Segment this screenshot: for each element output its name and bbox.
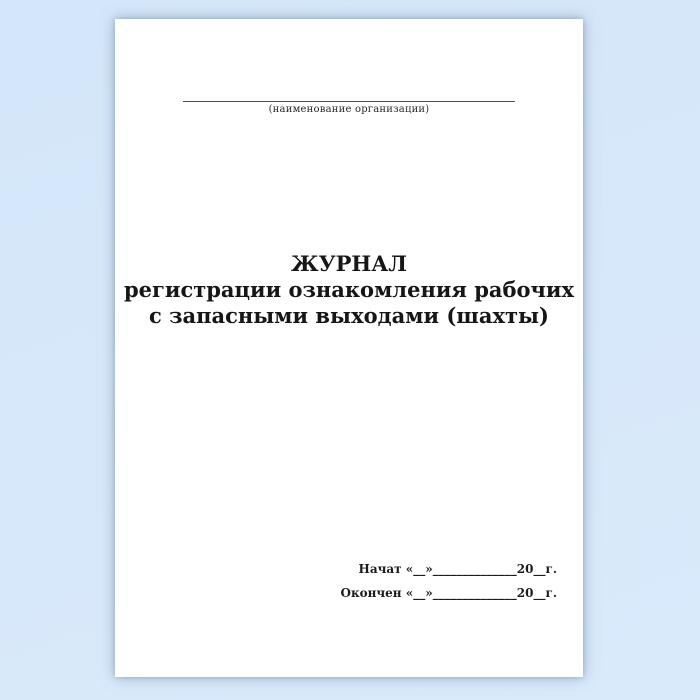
journal-title-line3: с запасными выходами (шахты) (149, 303, 549, 328)
journal-dates-block (340, 557, 557, 605)
organization-name-block (115, 89, 583, 116)
journal-title-block (115, 251, 583, 329)
journal-cover-page (115, 19, 583, 677)
organization-name-blank-line (183, 89, 515, 102)
journal-title-word: ЖУРНАЛ (291, 251, 407, 276)
journal-title-line2: регистрации ознакомления рабочих (123, 277, 575, 302)
started-date-line: Начат «__»______________20__г. (358, 562, 557, 576)
organization-name-caption: (наименование организации) (268, 104, 430, 115)
finished-date-line: Окончен «__»______________20__г. (340, 586, 557, 600)
